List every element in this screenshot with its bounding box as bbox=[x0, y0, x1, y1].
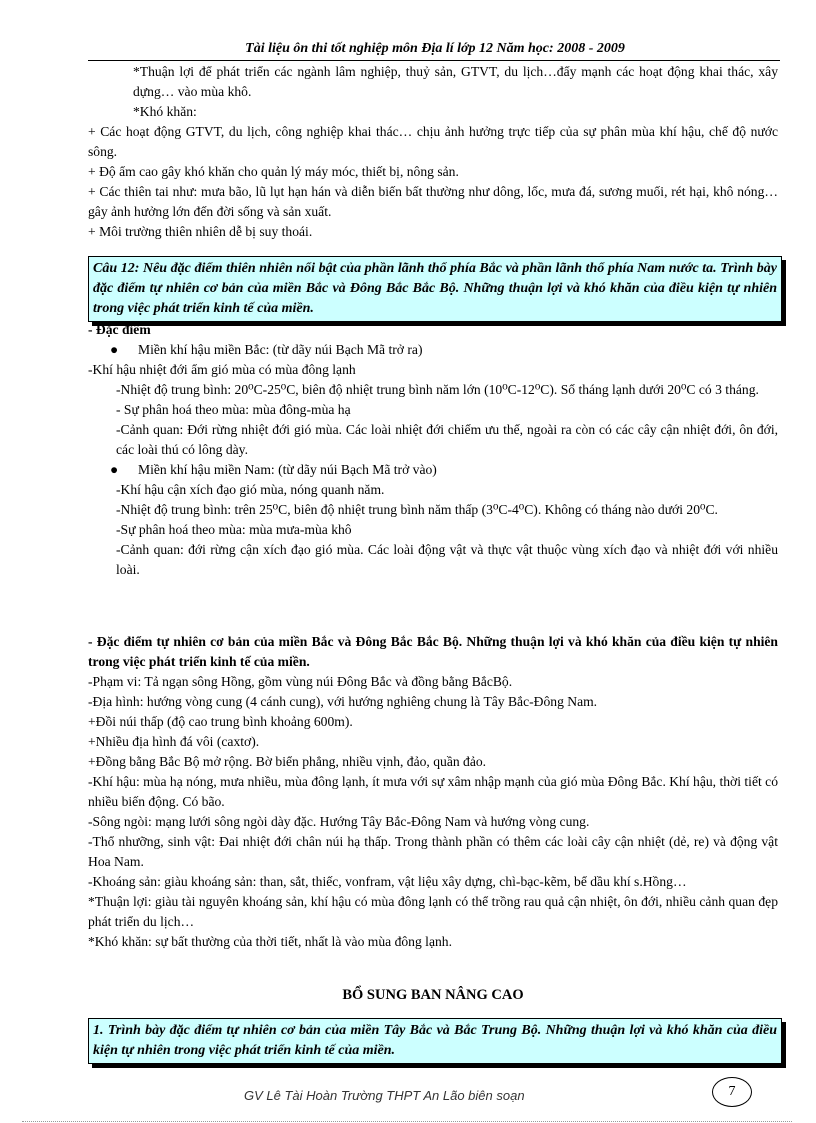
text-line: -Khoáng sản: giàu khoáng sản: than, sắt, thiếc, vonfram, vật liệu xây dựng, chì-bạc-kẽm, bể dầu khí s.Hồng… bbox=[88, 874, 687, 889]
header-divider bbox=[88, 60, 780, 61]
top-section bbox=[88, 62, 778, 242]
text-line: -Sự phân hoá theo mùa: mùa mưa-mùa khô bbox=[116, 522, 352, 537]
text-line: *Thuận lợi: giàu tài nguyên khoáng sản, khí hậu có mùa đông lạnh có thể trồng rau quả cận nhiệt, ôn đới, nhiều cảnh quan đẹp phát triển du lịch… bbox=[88, 894, 778, 929]
answer-heading: - Đặc điểm bbox=[88, 322, 151, 337]
difficulty-item: + Môi trường thiên nhiên dễ bị suy thoái. bbox=[88, 224, 313, 239]
text-line: -Cảnh quan: đới rừng cận xích đạo gió mùa. Các loài động vật và thực vật thuộc vùng xích đạo và nhiệt đới với nhiều loài. bbox=[116, 542, 778, 577]
page-bottom-divider bbox=[22, 1121, 792, 1122]
question-advanced-box: 1. Trình bày đặc điểm tự nhiên cơ bản của miền Tây Bắc và Bắc Trung Bộ. Những thuận lợi và khó khăn của điều kiện tự nhiên trong việc phát triển kinh tế của miền. bbox=[88, 1018, 782, 1064]
section-title: BỔ SUNG BAN NÂNG CAO bbox=[342, 987, 524, 1003]
page-header: Tài liệu ôn thi tốt nghiệp môn Địa lí lớp 12 Năm học: 2008 - 2009 bbox=[245, 41, 625, 56]
bullet-text: Miền khí hậu miền Nam: (từ dãy núi Bạch Mã trở vào) bbox=[138, 462, 437, 477]
text-line: *Khó khăn: sự bất thường của thời tiết, nhất là vào mùa đông lạnh. bbox=[88, 934, 452, 949]
text-line: -Thổ nhưỡng, sinh vật: Đai nhiệt đới chân núi hạ thấp. Trong thành phần có thêm các loài cây cận nhiệt (dẻ, re) và động vật Hoa Nam. bbox=[88, 834, 778, 869]
question-12-box: Câu 12: Nêu đặc điểm thiên nhiên nổi bật của phần lãnh thổ phía Bắc và phần lãnh thổ phía Nam nước ta. Trình bày đặc điểm tự nhiên cơ bản của miền Bắc và Đông Bắc Bắc Bộ. Những thuận lợi và khó khăn của điều kiện tự nhiên trong việc phát triển kinh tế của miền. bbox=[88, 256, 782, 322]
difficulty-item: + Các hoạt động GTVT, du lịch, công nghiệp khai thác… chịu ảnh hưởng trực tiếp của sự phân mùa khí hậu, chế độ nước sông. bbox=[88, 124, 778, 159]
text-line: +Nhiều địa hình đá vôi (caxtơ). bbox=[88, 734, 260, 749]
text-line: - Sự phân hoá theo mùa: mùa đông-mùa hạ bbox=[116, 402, 351, 417]
bullet-text: Miền khí hậu miền Bắc: (từ dãy núi Bạch Mã trở ra) bbox=[138, 342, 423, 357]
text-line: -Sông ngòi: mạng lưới sông ngòi dày đặc. Hướng Tây Bắc-Đông Nam và hướng vòng cung. bbox=[88, 814, 590, 829]
text-line: -Nhiệt độ trung bình: trên 25⁰C, biên độ nhiệt trung bình năm thấp (3⁰C-4⁰C). Không có tháng nào dưới 20⁰C. bbox=[116, 502, 718, 517]
text-line: +Đồi núi thấp (độ cao trung bình khoảng 600m). bbox=[88, 714, 353, 729]
text-line: +Đồng bằng Bắc Bộ mở rộng. Bờ biển phẳng, nhiều vịnh, đảo, quần đảo. bbox=[88, 754, 487, 769]
bullet-item-south bbox=[88, 460, 778, 480]
region-section bbox=[88, 632, 778, 952]
difficulty-item: + Các thiên tai như: mưa bão, lũ lụt hạn hán và diễn biến bất thường như dông, lốc, mưa đá, sương muối, rét hại, khô nóng… gây ảnh hưởng lớn đến đời sống và sản xuất. bbox=[88, 184, 778, 219]
text-line: -Cảnh quan: Đới rừng nhiệt đới gió mùa. Các loài nhiệt đới chiếm ưu thế, ngoài ra còn có các cây cận nhiệt đới, ôn đới, các loài thú có lông dày. bbox=[116, 422, 778, 457]
page-number: 7 bbox=[712, 1077, 752, 1107]
text-line: -Phạm vi: Tả ngạn sông Hồng, gồm vùng núi Đông Bắc và đồng bằng BắcBộ. bbox=[88, 674, 513, 689]
difficulties-heading: *Khó khăn: bbox=[133, 104, 197, 119]
difficulty-item: + Độ ẩm cao gây khó khăn cho quản lý máy móc, thiết bị, nông sản. bbox=[88, 164, 459, 179]
text-line: -Nhiệt độ trung bình: 20⁰C-25⁰C, biên độ nhiệt trung bình năm lớn (10⁰C-12⁰C). Số tháng lạnh dưới 20⁰C có 3 tháng. bbox=[116, 382, 759, 397]
text-line: -Khí hậu cận xích đạo gió mùa, nóng quanh năm. bbox=[116, 482, 385, 497]
text-line: -Địa hình: hướng vòng cung (4 cánh cung), với hướng nghiêng chung là Tây Bắc-Đông Nam. bbox=[88, 694, 598, 709]
bullet-icon: ● bbox=[110, 342, 119, 357]
footer-author: GV Lê Tài Hoàn Trường THPT An Lão biên soạn bbox=[244, 1088, 525, 1103]
answer-12 bbox=[88, 320, 778, 580]
region-heading: - Đặc điểm tự nhiên cơ bản của miền Bắc và Đông Bắc Bắc Bộ. Những thuận lợi và khó khăn của điều kiện tự nhiên trong việc phát triển kinh tế của miền. bbox=[88, 634, 778, 669]
bullet-item-north bbox=[88, 340, 778, 360]
text-line: -Khí hậu nhiệt đới ẩm gió mùa có mùa đông lạnh bbox=[88, 362, 356, 377]
advantages-line: *Thuận lợi để phát triển các ngành lâm nghiệp, thuỷ sản, GTVT, du lịch…đẩy mạnh các hoạt động khai thác, xây dựng… vào mùa khô. bbox=[133, 64, 778, 99]
bullet-icon: ● bbox=[110, 462, 119, 477]
text-line: -Khí hậu: mùa hạ nóng, mưa nhiều, mùa đông lạnh, ít mưa với sự xâm nhập mạnh của gió mùa Đông Bắc. Khí hậu, thời tiết có nhiều biến động. Có bão. bbox=[88, 774, 778, 809]
